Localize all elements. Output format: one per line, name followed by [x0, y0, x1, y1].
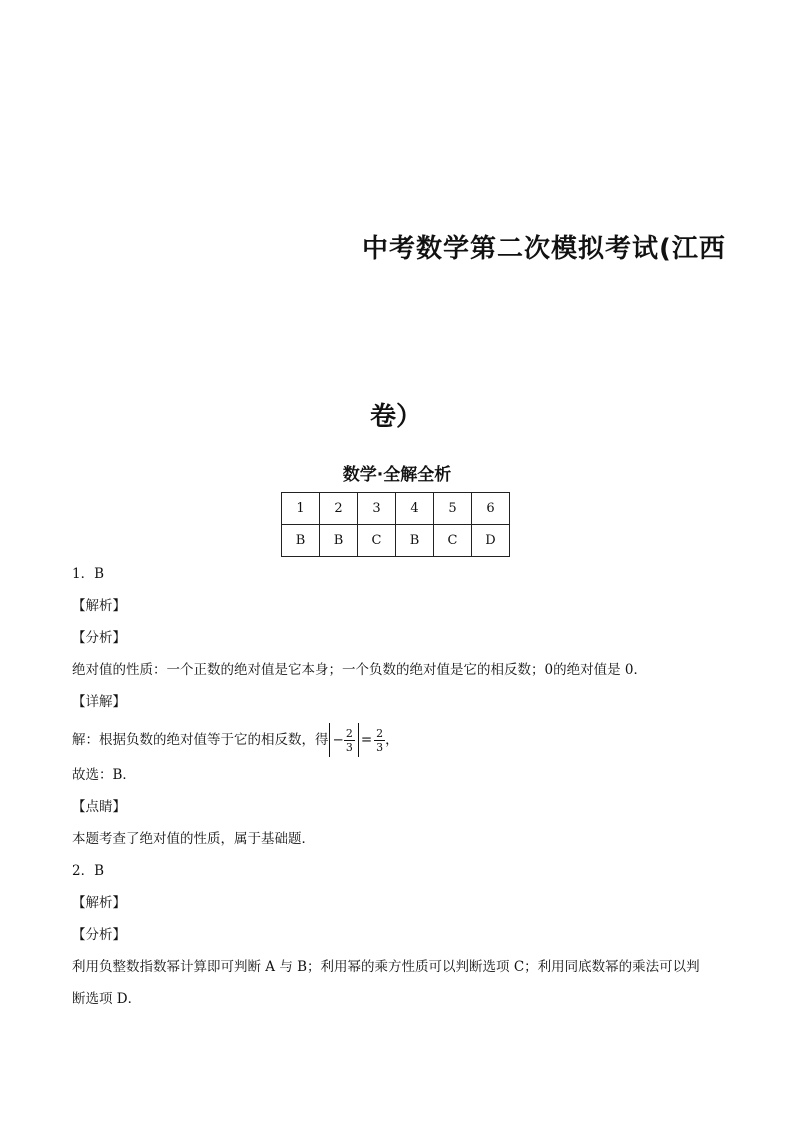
answer-table-number-row — [282, 493, 510, 525]
q1-comment-text: 本题考查了绝对值的性质，属于基础题． — [72, 831, 315, 847]
q1-analysis-text: 绝对值的性质：一个正数的绝对值是它本身；一个负数的绝对值是它的相反数；0的绝对值是 0． — [72, 662, 647, 678]
q2-analysis-text-line-1: 利用负整数指数幂计算即可判断 A 与 B；利用幂的乘方性质可以判断选项 C；利用同底数幂的乘法可以判 — [72, 959, 700, 975]
q1-detail-suffix: ， — [385, 732, 399, 748]
answer-cell: B — [282, 525, 320, 557]
answer-cell: B — [320, 525, 358, 557]
q1-detail-line — [72, 723, 399, 757]
fraction-numerator: 2 — [345, 726, 353, 740]
q2-fenxi-label: 【分析】 — [72, 927, 126, 943]
absolute-value-expression — [329, 723, 359, 757]
answer-cell: C — [434, 525, 472, 557]
answer-cell: D — [472, 525, 510, 557]
equals-sign: = — [360, 732, 373, 748]
document-subtitle: 数学·全解全析 — [342, 465, 452, 485]
minus-sign: − — [332, 732, 344, 748]
question-number-cell: 2 — [320, 493, 358, 525]
question-number-cell: 4 — [396, 493, 434, 525]
q1-fenxi-label: 【分析】 — [72, 630, 126, 646]
question-number-cell: 6 — [472, 493, 510, 525]
question-number-cell: 3 — [358, 493, 396, 525]
q1-dianjing-label: 【点睛】 — [72, 799, 126, 815]
q1-choice-text: 故选：B． — [72, 767, 136, 783]
q1-header: 1．B — [72, 566, 105, 582]
q1-detail-prefix: 解：根据负数的绝对值等于它的相反数，得 — [72, 732, 329, 748]
answer-cell: B — [396, 525, 434, 557]
document-title-line-2: 卷） — [370, 402, 423, 432]
document-title-line-1: 中考数学第二次模拟考试(江西 — [362, 234, 726, 264]
q2-analysis-text-line-2: 断选项 D． — [72, 991, 142, 1007]
fraction-numerator: 2 — [376, 726, 384, 740]
q1-xiangjie-label: 【详解】 — [72, 694, 126, 710]
question-number-cell: 5 — [434, 493, 472, 525]
q2-header: 2．B — [72, 863, 105, 879]
q2-jiexi-label: 【解析】 — [72, 895, 126, 911]
fraction-denominator: 3 — [376, 740, 384, 754]
fraction — [374, 727, 385, 754]
fraction-denominator: 3 — [345, 740, 353, 754]
answer-table — [281, 492, 510, 557]
q1-jiexi-label: 【解析】 — [72, 598, 126, 614]
answer-cell: C — [358, 525, 396, 557]
answer-table-answer-row — [282, 525, 510, 557]
question-number-cell: 1 — [282, 493, 320, 525]
fraction — [344, 727, 355, 754]
